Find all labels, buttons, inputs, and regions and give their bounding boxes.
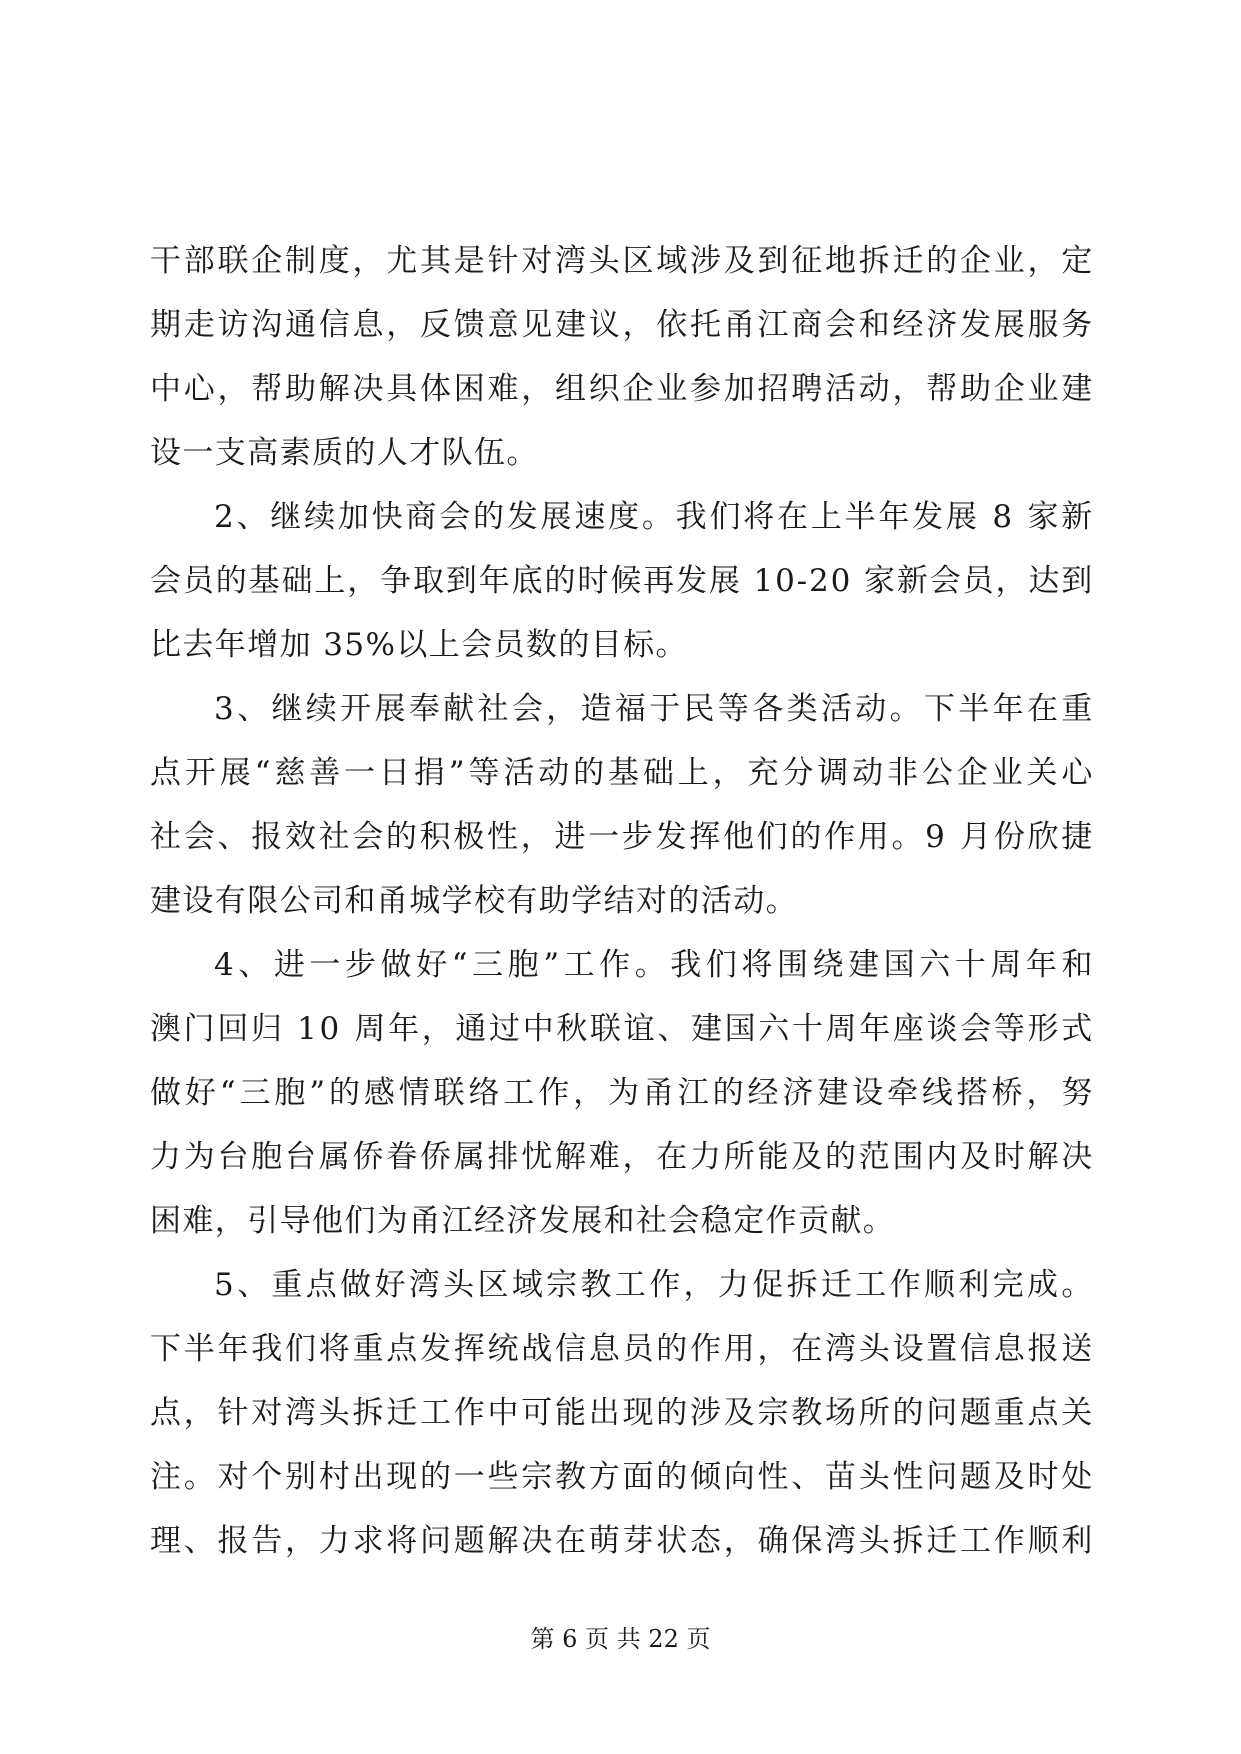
- body-text: [150, 229, 1094, 1573]
- text-line: 4 、 进 一 步 做 好 “ 三 胞 ” 工 作 。 我 们 将 围 绕 建 国 六 十 周 年 和: [214, 947, 1094, 983]
- text-line: 干 部 联 企 制 度 ， 尤 其 是 针 对 湾 头 区 域 涉 及 到 征 地 拆 迁 的 企 业 ， 定: [150, 243, 1094, 279]
- text-line: 建设有限公司和甬城学校有助学结对的活动。: [150, 883, 798, 919]
- text-line: 力 为 台 胞 台 属 侨 眷 侨 属 排 忧 解 难 ， 在 力 所 能 及 的 范 围 内 及 时 解 决: [150, 1139, 1094, 1175]
- text-line: 比去年增加 35%以上会员数的目标。: [150, 627, 688, 663]
- text-line: 5 、 重 点 做 好 湾 头 区 域 宗 教 工 作 ， 力 促 拆 迁 工 作 顺 利 完 成 。: [214, 1267, 1094, 1303]
- text-line: 下 半 年 我 们 将 重 点 发 挥 统 战 信 息 员 的 作 用 ， 在 湾 头 设 置 信 息 报 送: [150, 1331, 1094, 1367]
- text-line: 3 、 继 续 开 展 奉 献 社 会 ， 造 福 于 民 等 各 类 活 动 。 下 半 年 在 重: [214, 691, 1094, 727]
- text-line: 设一支高素质的人才队伍。: [150, 435, 539, 471]
- text-line: 做 好 “ 三 胞 ” 的 感 情 联 络 工 作 ， 为 甬 江 的 经 济 建 设 牵 线 搭 桥 ， 努: [150, 1075, 1094, 1111]
- text-line: 期 走 访 沟 通 信 息 ， 反 馈 意 见 建 议 ， 依 托 甬 江 商 会 和 经 济 发 展 服 务: [150, 307, 1094, 343]
- page-number-footer: 第 6 页 共 22 页: [530, 1625, 711, 1653]
- text-line: 困难，引导他们为甬江经济发展和社会稳定作贡献。: [150, 1203, 896, 1239]
- text-line: 社 会 、 报 效 社 会 的 积 极 性 ， 进 一 步 发 挥 他 们 的 作 用 。 9 月 份 欣 捷: [150, 819, 1094, 855]
- text-line: 注 。 对 个 别 村 出 现 的 一 些 宗 教 方 面 的 倾 向 性 、 苗 头 性 问 题 及 时 处: [150, 1459, 1094, 1495]
- text-line: 澳 门 回 归 1 0 周 年 ， 通 过 中 秋 联 谊 、 建 国 六 十 周 年 座 谈 会 等 形 式: [150, 1011, 1094, 1047]
- text-line: 点 ， 针 对 湾 头 拆 迁 工 作 中 可 能 出 现 的 涉 及 宗 教 场 所 的 问 题 重 点 关: [150, 1395, 1094, 1431]
- text-line: 中 心 ， 帮 助 解 决 具 体 困 难 ， 组 织 企 业 参 加 招 聘 活 动 ， 帮 助 企 业 建: [150, 371, 1094, 407]
- text-line: 理 、 报 告 ， 力 求 将 问 题 解 决 在 萌 芽 状 态 ， 确 保 湾 头 拆 迁 工 作 顺 利: [150, 1523, 1094, 1559]
- text-line: 2 、 继 续 加 快 商 会 的 发 展 速 度 。 我 们 将 在 上 半 年 发 展 8 家 新: [214, 499, 1094, 535]
- text-line: 会 员 的 基 础 上 ， 争 取 到 年 底 的 时 候 再 发 展 1 0 - 2 0 家 新 会 员 ， 达 到: [150, 563, 1094, 599]
- text-line: 点 开 展 “ 慈 善 一 日 捐 ” 等 活 动 的 基 础 上 ， 充 分 调 动 非 公 企 业 关 心: [150, 755, 1094, 791]
